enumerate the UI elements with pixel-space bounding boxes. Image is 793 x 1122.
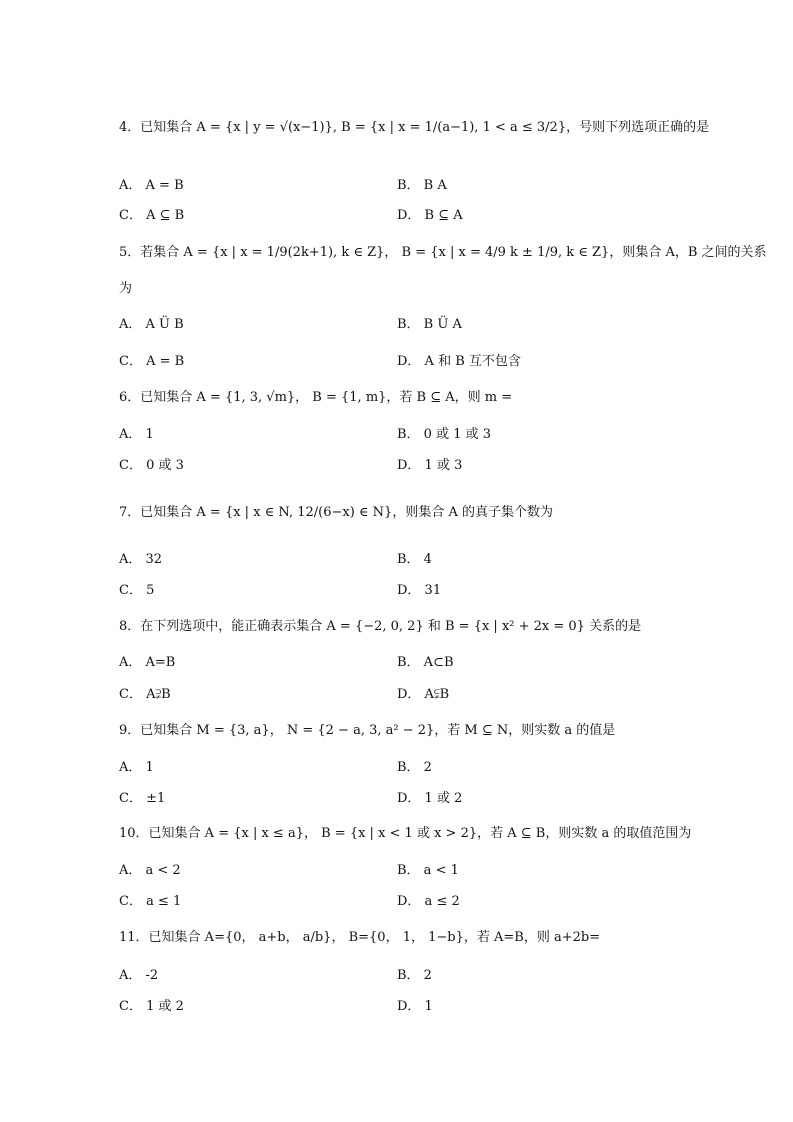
question-11-option-b: B． 2 xyxy=(397,968,432,983)
question-10-option-b: B． a < 1 xyxy=(397,863,459,878)
question-11-option-a: A． -2 xyxy=(119,968,159,983)
question-8-option-d: D． A⫋B xyxy=(397,687,450,702)
question-11-option-d: D． 1 xyxy=(397,999,433,1014)
question-7-option-a: A． 32 xyxy=(119,552,163,567)
question-6-option-c: C． 0 或 3 xyxy=(119,458,184,473)
question-5-option-d: D． A 和 B 互不包含 xyxy=(397,354,521,369)
question-9-option-a: A． 1 xyxy=(119,760,154,775)
question-5-option-a: A． A Ü B xyxy=(119,317,184,332)
question-5-option-b: B． B Ü A xyxy=(397,317,462,332)
question-9-option-c: C． ±1 xyxy=(119,791,166,806)
question-5-option-c: C． A = B xyxy=(119,354,185,369)
question-11-option-c: C． 1 或 2 xyxy=(119,999,184,1014)
question-4-option-d: D． B ⊆ A xyxy=(397,208,463,223)
question-7-option-b: B． 4 xyxy=(397,552,432,567)
question-5-stem-continuation: 为 xyxy=(119,281,133,296)
question-10-option-d: D． a ≤ 2 xyxy=(397,894,460,909)
question-10-option-c: C． a ≤ 1 xyxy=(119,894,182,909)
question-6-option-b: B． 0 或 1 或 3 xyxy=(397,427,492,442)
question-8-option-a: A． A=B xyxy=(119,655,176,670)
question-4-option-a: A． A = B xyxy=(119,178,184,193)
question-9-option-d: D． 1 或 2 xyxy=(397,791,463,806)
question-10-stem: 10．已知集合 A = {x | x ≤ a}， B = {x | x < 1 或 x > 2}，若 A ⊆ B，则实数 a 的取值范围为 xyxy=(119,826,692,841)
question-7-stem: 7．已知集合 A = {x | x ∈ N, 12/(6−x) ∈ N}，则集合 A 的真子集个数为 xyxy=(119,505,553,520)
question-8-option-b: B． A⊂B xyxy=(397,655,454,670)
question-10-option-a: A． a < 2 xyxy=(119,863,181,878)
question-8-option-c: C． A⫌B xyxy=(119,687,171,702)
question-5-stem: 5．若集合 A = {x | x = 1/9(2k+1), k ∈ Z}， B = {x | x = 4/9 k ± 1/9, k ∈ Z}，则集合 A，B 之间的关系 xyxy=(119,245,767,260)
question-4-option-b: B． B A xyxy=(397,178,447,193)
question-4-option-c: C． A ⊆ B xyxy=(119,208,185,223)
question-9-option-b: B． 2 xyxy=(397,760,432,775)
question-9-stem: 9．已知集合 M = {3, a}， N = {2 − a, 3, a² − 2}，若 M ⊆ N，则实数 a 的值是 xyxy=(119,723,616,738)
question-7-option-c: C． 5 xyxy=(119,583,155,598)
question-6-stem: 6．已知集合 A = {1, 3, √m}， B = {1, m}，若 B ⊆ A，则 m = xyxy=(119,390,513,405)
question-4-stem: 4．已知集合 A = {x | y = √(x−1)}, B = {x | x = 1/(a−1), 1 < a ≤ 3/2}，号则下列选项正确的是 xyxy=(119,120,710,135)
question-7-option-d: D． 31 xyxy=(397,583,442,598)
question-8-stem: 8．在下列选项中，能正确表示集合 A = {−2, 0, 2} 和 B = {x | x² + 2x = 0} 关系的是 xyxy=(119,619,642,634)
question-11-stem: 11．已知集合 A={0， a+b， a/b}， B={0， 1， 1−b}，若 A=B，则 a+2b= xyxy=(119,930,601,945)
question-6-option-a: A． 1 xyxy=(119,427,154,442)
question-6-option-d: D． 1 或 3 xyxy=(397,458,463,473)
